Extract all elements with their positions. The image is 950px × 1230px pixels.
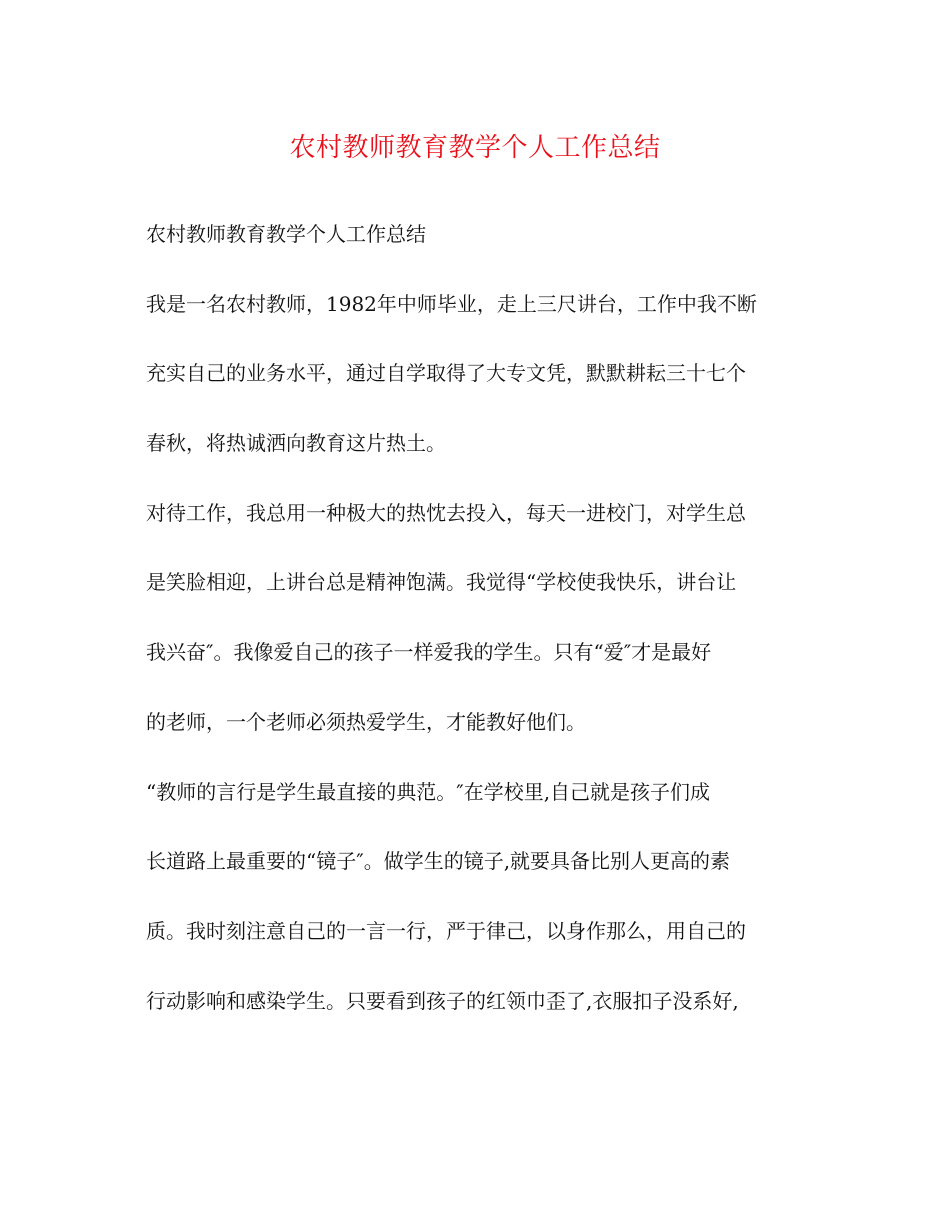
document-body — [146, 211, 826, 1047]
body-line: “教师的言行是学生最直接的典范。″在学校里,自己就是孩子们成 — [146, 779, 711, 804]
body-line: 长道路上最重要的“镜子″。做学生的镜子,就要具备比别人更高的素 — [146, 849, 731, 874]
body-line: 我是一名农村教师，1982年中师毕业，走上三尺讲台，工作中我不断 — [146, 291, 757, 316]
body-line: 的老师，一个老师必须热爱学生，才能教好他们。 — [146, 709, 586, 734]
body-line-subtitle: 农村教师教育教学个人工作总结 — [146, 222, 426, 246]
body-line: 行动影响和感染学生。只要看到孩子的红领巾歪了,衣服扣子没系好, — [146, 988, 739, 1013]
document-title: 农村教师教育教学个人工作总结 — [289, 133, 661, 163]
body-line: 春秋，将热诚洒向教育这片热土。 — [146, 431, 446, 456]
body-line: 对待工作，我总用一种极大的热忱去投入，每天一进校门，对学生总 — [146, 500, 746, 525]
body-line: 质。我时刻注意自己的一言一行，严于律己，以身作那么，用自己的 — [146, 918, 746, 943]
body-line: 我兴奋″。我像爱自己的孩子一样爱我的学生。只有“爱″才是最好 — [146, 640, 712, 665]
body-line: 充实自己的业务水平，通过自学取得了大专文凭，默默耕耘三十七个 — [146, 361, 746, 386]
body-line: 是笑脸相迎，上讲台总是精神饱满。我觉得“学校使我快乐，讲台让 — [146, 570, 737, 595]
